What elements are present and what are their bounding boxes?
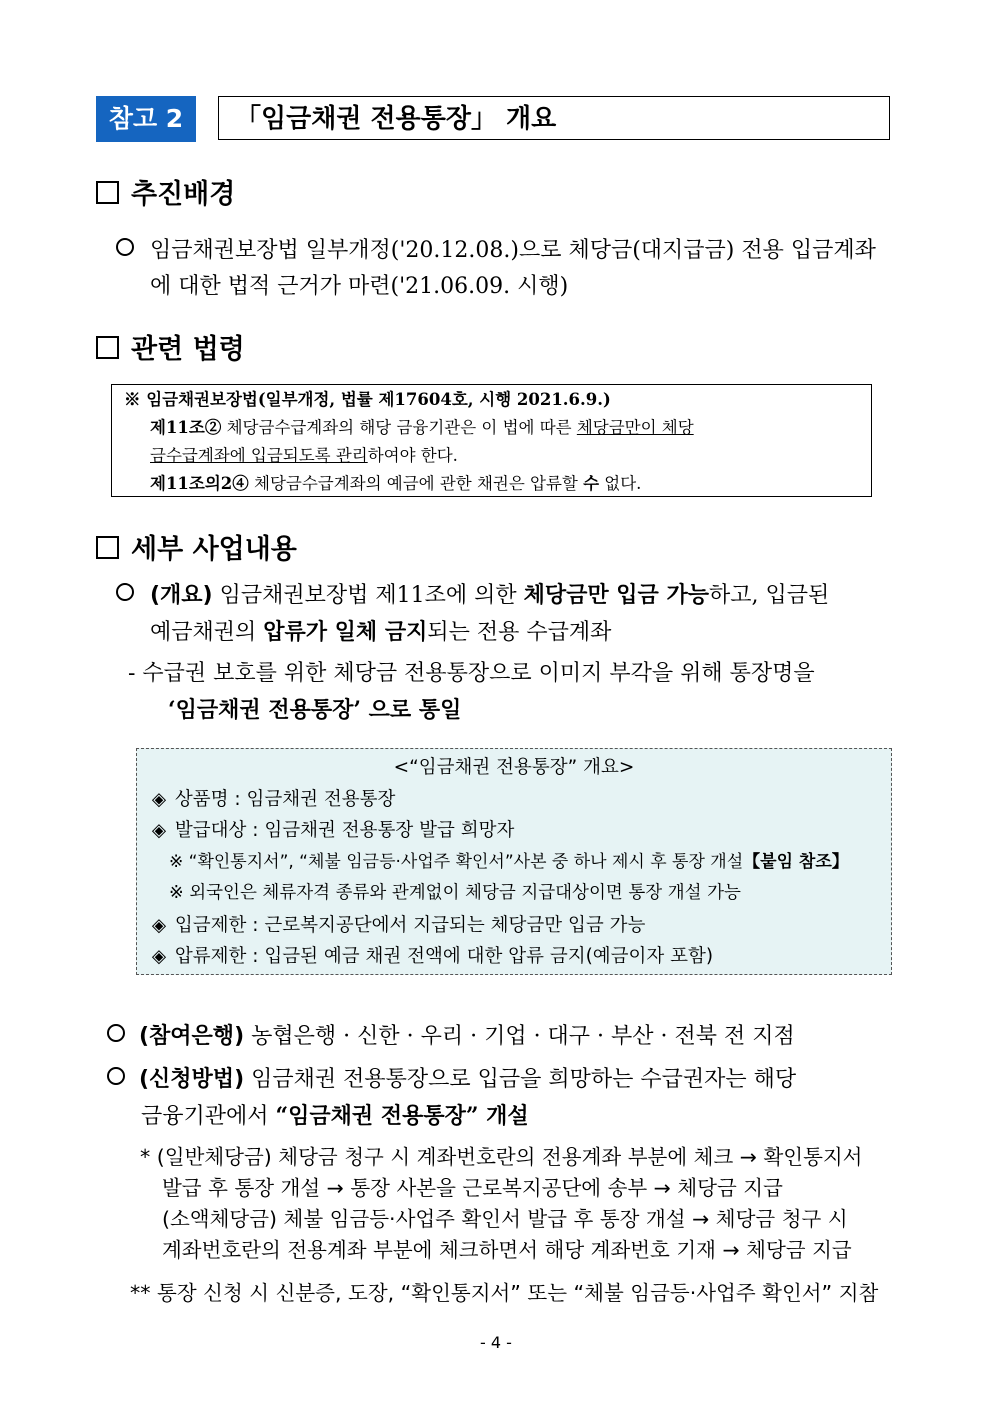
page-number: - 4 -	[480, 1333, 512, 1352]
circle-bullet-icon	[107, 1024, 125, 1042]
background-paragraph: 임금채권보장법 일부개정('20.12.08.)으로 체당금(대지급금) 전용 입금계좌 에 대한 법적 근거가 마련('21.06.09. 시행)	[116, 233, 906, 305]
participating-banks: (참여은행) 농협은행 · 신한 · 우리 · 기업 · 대구 · 부산 · 전북 전 지점	[107, 1019, 907, 1055]
diamond-bullet-icon: ◈	[151, 788, 167, 810]
info-item: ◈ 입금제한 : 근로복지공단에서 지급되는 체당금만 입금 가능	[137, 910, 891, 942]
circle-bullet-icon	[116, 238, 134, 256]
section-heading-law: 관련 법령	[96, 333, 245, 367]
info-item: ◈ 상품명 : 임금채권 전용통장	[137, 784, 891, 816]
info-box-title: <“임금채권 전용통장” 개요>	[393, 757, 635, 778]
circle-bullet-icon	[116, 583, 134, 601]
diamond-bullet-icon: ◈	[151, 820, 167, 841]
checkbox-square-icon	[96, 536, 119, 559]
application-method: (신청방법) 임금채권 전용통장으로 입금을 희망하는 수급권자는 해당 금융기관에서 “임금채권 전용통장” 개설	[107, 1062, 907, 1135]
law-box: ※ 임금채권보장법(일부개정, 법률 제17604호, 시행 2021.6.9.) 제11조② 체당금수급계좌의 해당 금융기관은 이 법에 따른 체당금만이 체당 금수급계좌에 입금되도록 관리하여야 한다. 제11조의2④ 체당금수급계좌의 예금에 관한 채권은 압류할 수 없다.	[111, 384, 872, 497]
info-item: ◈ 발급대상 : 임금채권 전용통장 발급 희망자	[137, 815, 891, 847]
overview-subpoint: - 수급권 보호를 위한 체당금 전용통장으로 이미지 부각을 위해 통장명을 ‘임금채권 전용통장’ 으로 통일	[128, 661, 815, 723]
overview-paragraph: (개요) 임금채권보장법 제11조에 의한 체당금만 입금 가능하고, 입금된 예금채권의 압류가 일체 금지되는 전용 수급계좌	[116, 577, 906, 651]
page-title: 「임금채권 전용통장」 개요	[218, 96, 890, 140]
info-note: ※ 외국인은 체류자격 종류와 관계없이 체당금 지급대상이면 통장 개설 가능	[169, 883, 741, 903]
section-heading-detail: 세부 사업내용	[96, 533, 297, 567]
diamond-bullet-icon: ◈	[151, 946, 167, 967]
checkbox-square-icon	[96, 336, 119, 359]
section-heading-background: 추진배경	[96, 178, 235, 212]
checkbox-square-icon	[96, 181, 119, 204]
info-item: ◈ 압류제한 : 입금된 예금 채권 전액에 대한 압류 금지(예금이자 포함)	[137, 941, 891, 973]
info-note: ※ “확인통지서”, “체불 임금등·사업주 확인서”사본 중 하나 제시 후 통장 개설【붙임 참조】	[169, 851, 849, 872]
circle-bullet-icon	[107, 1067, 125, 1085]
diamond-bullet-icon: ◈	[151, 914, 167, 936]
reference-badge: 참고 2	[96, 96, 196, 142]
application-notes: * (일반체당금) 체당금 청구 시 계좌번호란의 전용계좌 부분에 체크 → 확인통지서 발급 후 통장 개설 → 통장 사본을 근로복지공단에 송부 → 체당금 지급 (소액체당금) 체불 임금등·사업주 확인서 발급 후 통장 개설 → 체당금 청구 시 계좌번호란의 전용계좌 부분에 체크하면서 해당 계좌번호 기재 → 체당금 지급	[140, 1145, 863, 1262]
account-info-box	[136, 748, 892, 975]
application-requirements: ** 통장 신청 시 신분증, 도장, “확인통지서” 또는 “체불 임금등·사업주 확인서” 지참	[130, 1281, 879, 1305]
